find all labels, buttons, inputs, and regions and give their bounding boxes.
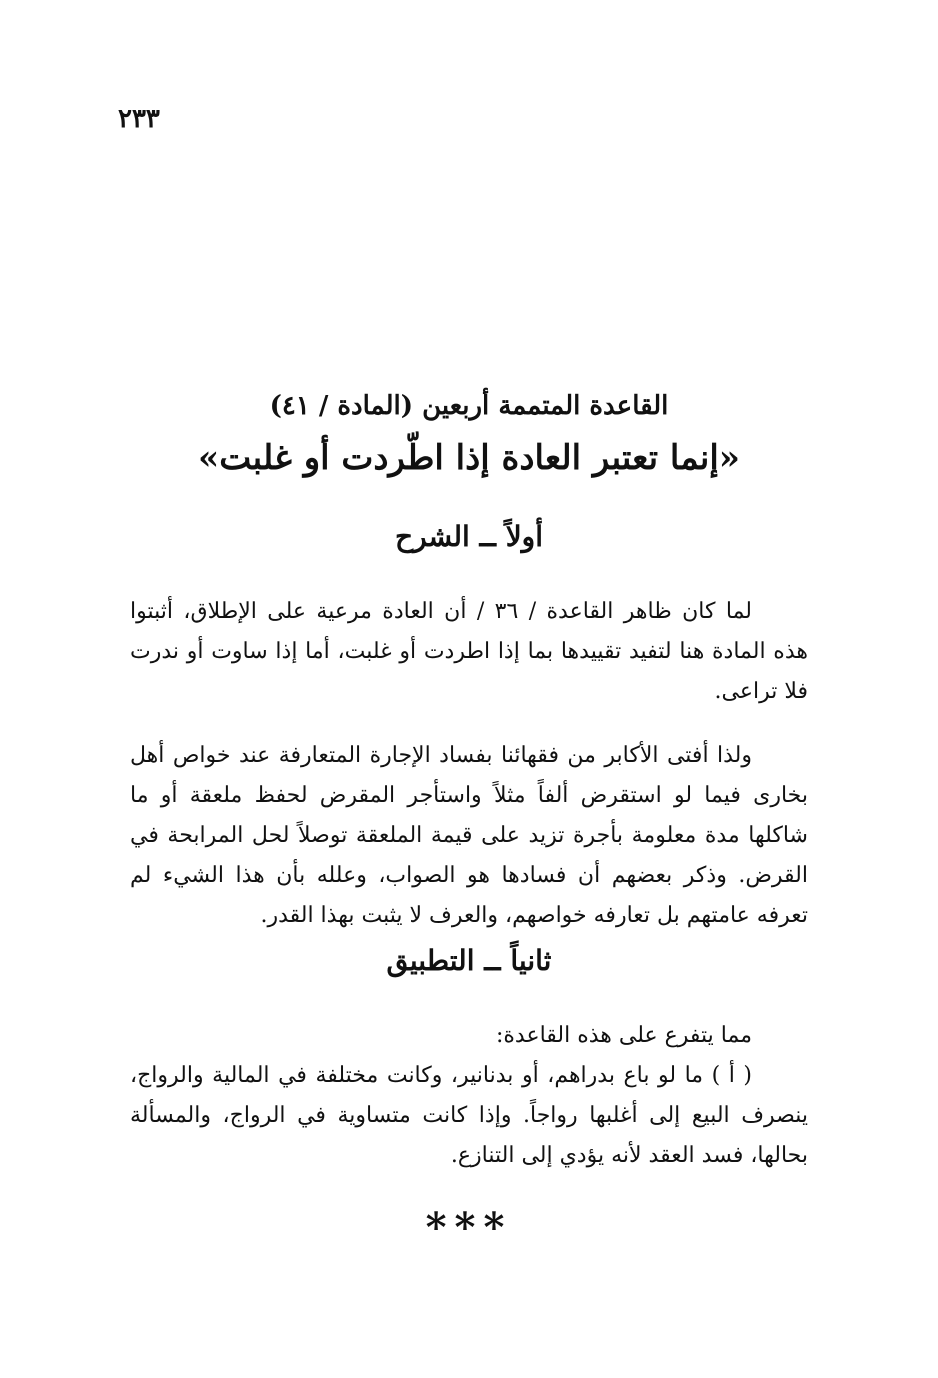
rule-title: القاعدة المتممة أربعين (المادة / ٤١) <box>269 391 669 421</box>
explanation-paragraph-2: ولذا أفتى الأكابر من فقهائنا بفساد الإجارة المتعارفة عند خواص أهل بخارى فيما لو استقرض ألفاً مثلاً واستأجر المقرض لحفظ ملعقة أو ما شاكلها مدة معلومة بأجرة تزيد على قيمة الملعقة توصلاً لحل المرابحة في القرض. وذكر بعضهم أن فسادها هو الصواب، وعلله بأن هذا الشيء لم تعرفه عامتهم بل تعارفه خواصهم، والعرف لا يثبت بهذا القدر. <box>130 743 808 928</box>
application-intro: مما يتفرع على هذه القاعدة: <box>495 1023 752 1048</box>
explanation-heading: أولاً ــ الشرح <box>395 520 543 553</box>
section-separator: *** <box>425 1204 513 1251</box>
page-number: ٢٣٣ <box>118 104 160 134</box>
application-item-a: ( أ ) ما لو باع بدراهم، أو بدنانير، وكانت مختلفة في المالية والرواج، ينصرف البيع إلى أغلبها رواجاً. وإذا كانت متساوية في الرواج، والمسألة بحالها، فسد العقد لأنه يؤدي إلى التنازع. <box>130 1063 808 1168</box>
rule-text: «إنما تعتبر العادة إذا اطّردت أو غلبت» <box>197 438 741 478</box>
rule-header <box>120 382 818 486</box>
explanation-paragraph-1: لما كان ظاهر القاعدة / ٣٦ / أن العادة مرعية على الإطلاق، أثبتوا هذه المادة هنا لتفيد تقييدها بما إذا اطردت أو غلبت، أما إذا ساوت أو ندرت فلا تراعى. <box>130 599 808 704</box>
application-heading: ثانياً ــ التطبيق <box>386 944 552 977</box>
